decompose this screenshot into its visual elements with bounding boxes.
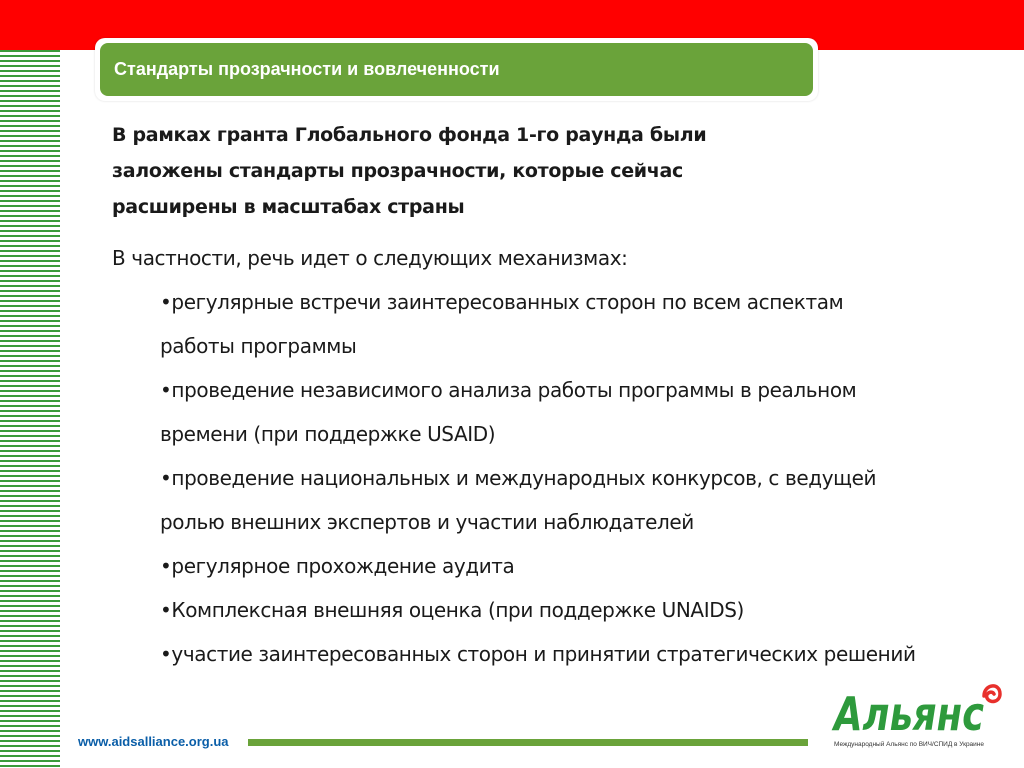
slide-body xyxy=(112,117,942,676)
mechanisms-list xyxy=(112,280,942,676)
logo-wordmark: Альянс xyxy=(831,687,984,741)
lead-paragraph: В рамках гранта Глобального фонда 1-го раунда были заложены стандарты прозрачности, которые сейчас расширены в масштабах страны xyxy=(112,124,707,218)
list-item: •проведение независимого анализа работы программы в реальном времени (при поддержке USAID) xyxy=(160,378,857,446)
list-item: •Комплексная внешняя оценка (при поддержке UNAIDS) xyxy=(160,598,744,622)
logo-tagline: Международный Альянс по ВИЧ/СПИД в Украине xyxy=(834,741,985,748)
intro-line: В частности, речь идет о следующих механизмах: xyxy=(112,246,628,270)
alliance-logo-graphic xyxy=(832,672,1002,758)
slide-title: Стандарты прозрачности и вовлеченности xyxy=(114,59,500,79)
left-striped-border xyxy=(0,50,60,768)
list-item: •участие заинтересованных сторон и принятии стратегических решений xyxy=(160,642,916,666)
list-item: •регулярные встречи заинтересованных сторон по всем аспектам работы программы xyxy=(160,290,844,358)
alliance-logo xyxy=(832,672,1002,758)
list-item: •проведение национальных и международных конкурсов, с ведущей ролью внешних экспертов и участии наблюдателей xyxy=(160,466,877,534)
title-bar xyxy=(100,43,813,96)
footer-website-link[interactable]: www.aidsalliance.org.ua xyxy=(78,734,229,749)
logo-swirl-icon xyxy=(984,686,1000,702)
list-item: •регулярное прохождение аудита xyxy=(160,554,515,578)
footer-green-line xyxy=(248,739,808,746)
